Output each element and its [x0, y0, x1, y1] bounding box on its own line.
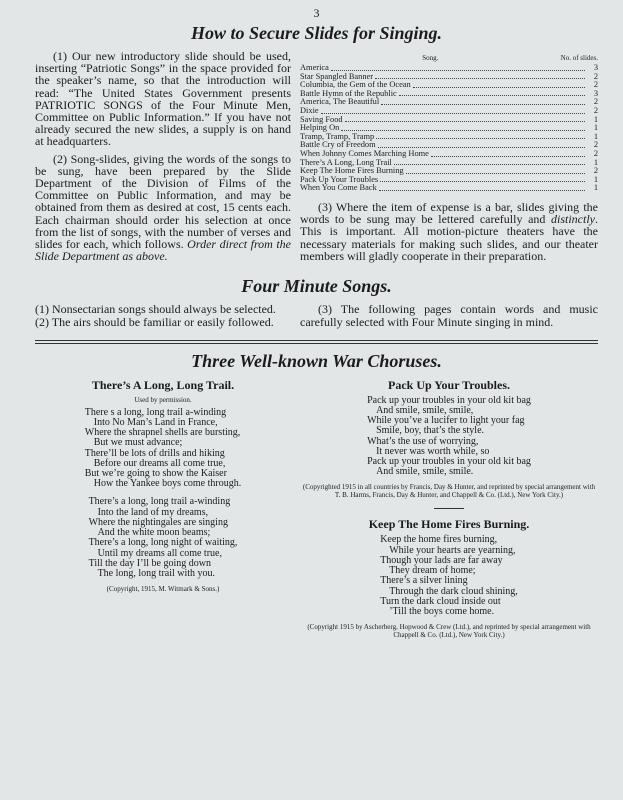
song-name: Saving Food: [300, 114, 343, 124]
song-copyright: (Copyright, 1915, M. Witmark & Sons.): [106, 585, 220, 594]
song-name: Battle Hymn of the Republic: [300, 88, 397, 98]
lyric-line: The long, long trail with you.: [97, 567, 216, 579]
dot-leader: [394, 164, 585, 165]
song-name: When You Come Back: [300, 183, 377, 193]
lyric-line: Though your lads are far away: [380, 554, 503, 566]
dot-leader: [376, 138, 585, 139]
slides-section: [35, 50, 598, 267]
lyric-line: Into No Man’s Land in France,: [93, 417, 218, 429]
lyric-line: Pack up your troubles in your old kit bag: [367, 456, 531, 468]
dot-leader: [345, 121, 585, 122]
song-name: There’s A Long, Long Trail: [300, 157, 392, 167]
rule-item-2: (2) The airs should be familiar or easily followed.: [35, 314, 274, 329]
col-header-song: Song.: [422, 54, 439, 62]
lyric-line: What’s the use of worrying,: [367, 435, 479, 447]
song-name: Battle Cry of Freedom: [300, 140, 376, 150]
lyric-line: Where the shrapnel shells are bursting,: [84, 427, 241, 439]
lyric-line: Where the nightingales are singing: [88, 516, 228, 528]
lyric-line: But we must advance;: [93, 437, 183, 449]
table-header: [300, 54, 598, 63]
lyric-line: Smile, boy, that’s the style.: [376, 425, 485, 437]
table-row: [300, 116, 598, 125]
paragraph-3: [300, 201, 598, 262]
lyric-line: Pack up your troubles in your old kit bag: [367, 394, 531, 406]
lyric-line: There s a long, long trail a-winding: [84, 406, 227, 418]
table-row: [300, 107, 598, 116]
song-title: There’s A Long, Long Trail.: [91, 377, 235, 392]
slide-count: 3: [593, 63, 598, 72]
lyric-line: Before our dreams all come true,: [93, 457, 226, 469]
slide-count: 1: [593, 174, 598, 184]
slides-table: [300, 54, 598, 193]
slide-count: 2: [593, 71, 598, 81]
paragraph-3-text-a: (3) Where the item of expense is a bar, slides giving the words to be sung may be lettered carefully and: [300, 199, 598, 227]
slide-count: 1: [593, 123, 598, 133]
dot-leader: [381, 104, 585, 105]
song-name: America, The Beautiful: [300, 97, 380, 107]
paragraph-2-italic: Order direct from the Slide Department as above.: [35, 237, 291, 264]
dot-leader: [380, 181, 585, 182]
choruses-section: [35, 378, 598, 639]
lyric-line: There’s a long, long trail a-winding: [88, 496, 231, 508]
slide-count: 1: [593, 131, 598, 141]
four-minute-section: [35, 303, 598, 327]
section-title-four-minute: Four Minute Songs.: [241, 276, 392, 297]
slide-count: 2: [593, 80, 598, 90]
song-name: Star Spangled Banner: [300, 71, 374, 81]
dot-leader: [399, 95, 585, 96]
lyric-line: Until my dreams all come true,: [97, 547, 222, 559]
divider: [35, 340, 598, 341]
slide-count: 1: [593, 114, 598, 124]
dot-leader: [406, 173, 585, 174]
slide-count: 2: [593, 97, 598, 107]
song-name: Tramp, Tramp, Tramp: [300, 131, 375, 141]
lyric-line: It never was worth while, so: [376, 445, 490, 457]
dot-leader: [413, 87, 585, 88]
lyric-line: And the white moon beams;: [97, 527, 211, 539]
song-pack-up-and-home-fires: [300, 378, 598, 639]
lyric-line: And smile, smile, smile,: [376, 405, 474, 417]
dot-leader: [378, 147, 585, 148]
left-column: [35, 50, 291, 267]
lyric-line: How the Yankee boys come through.: [93, 478, 242, 490]
slide-count: 1: [593, 157, 598, 167]
lyric-line: ’Till the boys come home.: [389, 605, 495, 617]
song-note: Used by permission.: [134, 395, 192, 404]
song-name: Helping On: [300, 123, 340, 133]
lyrics: [380, 535, 518, 617]
lyric-line: There’s a silver lining: [380, 575, 468, 587]
page-number: 3: [313, 6, 320, 20]
lyric-line: While you’ve a lucifer to light your fag: [367, 415, 525, 427]
lyric-line: Turn the dark cloud inside out: [380, 595, 501, 607]
lyric-line: There’s a long, long night of waiting,: [88, 537, 238, 549]
col-header-slides: No. of slides.: [560, 54, 598, 62]
dot-leader: [341, 130, 585, 131]
rule-item-3: (3) The following pages contain words and music carefully selected with Four Minute singing in mind.: [300, 302, 598, 329]
dot-leader: [331, 70, 585, 71]
slide-count: 3: [593, 88, 598, 98]
lyric-line: There’ll be lots of drills and hiking: [84, 447, 225, 459]
slide-count: 2: [593, 140, 598, 150]
slide-count: 2: [593, 166, 598, 176]
paragraph-2: [35, 153, 291, 263]
song-long-long-trail: [35, 378, 291, 593]
song-copyright: (Copyrighted 1915 in all countries by Francis, Day & Hunter, and reprinted by special arrangement with T. B. Harms, Francis, Day & Hunter, and Chappell & Co. (Ltd.), New York City.): [302, 483, 596, 500]
song-title: Keep The Home Fires Burning.: [368, 517, 530, 532]
right-column: [300, 50, 598, 267]
section-title-choruses: Three Well-known War Choruses.: [191, 350, 442, 371]
divider: [35, 343, 598, 344]
song-name: When Johnny Comes Marching Home: [300, 148, 429, 158]
song-name: Columbia, the Gem of the Ocean: [300, 80, 411, 90]
song-divider: [434, 508, 464, 509]
slide-count: 2: [593, 105, 598, 115]
lyric-line: Keep the home fires burning,: [380, 534, 498, 546]
dot-leader: [379, 190, 585, 191]
table-row: [300, 98, 598, 107]
song-name: Keep The Home Fires Burning: [300, 166, 404, 176]
paragraph-2-text: (2) Song-slides, giving the words of the songs to be sung, have been prepared by the Slide Department of the Division of Films of the Committee on Public Information, and may be obtained from them as desired at cost, 15 cents each. Each chairman should order his selection at once from the list of songs, with the number of verses and slides for each, which follows.: [35, 151, 291, 252]
four-minute-left: [35, 303, 291, 327]
lyrics: [367, 396, 531, 478]
lyric-line: While your hearts are yearning,: [389, 544, 516, 556]
slide-count: 1: [593, 183, 598, 193]
song-title: Pack Up Your Troubles.: [387, 377, 511, 392]
song-name: Dixie: [300, 105, 319, 115]
song-name: America: [300, 63, 329, 72]
dot-leader: [431, 156, 585, 157]
song-name: Pack Up Your Troubles: [300, 174, 379, 184]
dot-leader: [321, 113, 585, 114]
table-row: [300, 184, 598, 193]
verse: [85, 408, 241, 490]
section-title-slides: How to Secure Slides for Singing.: [190, 23, 443, 43]
dot-leader: [375, 78, 585, 79]
lyric-line: Into the land of my dreams,: [97, 506, 209, 518]
verse: [89, 497, 238, 579]
paragraph-3-italic: distinctly: [551, 212, 595, 227]
paragraph-1: (1) Our new introductory slide should be used, inserting “Patriotic Songs” in the space provided for the speaker’s name, so that the introduction will read: “The United States Government presents PATRIOTIC SONGS of the Four Minute Men, Committee on Public Information.” If you have not already secured the new slides, a supply is on hand at headquarters.: [35, 49, 291, 149]
lyric-line: They dream of home;: [389, 565, 476, 577]
lyric-line: And smile, smile, smile.: [376, 466, 474, 478]
lyric-line: But we’re going to show the Kaiser: [84, 468, 227, 480]
song-copyright: (Copyright 1915 by Ascherberg, Hopwood & Crew (Ltd.), and reprinted by special arrangement with Chappell & Co. (Ltd.), New York City.): [307, 623, 591, 640]
slide-count: 2: [593, 148, 598, 158]
paragraph-3-text-b: . This is important. All motion-picture theaters have the necessary materials for making such slides, and our theater members will gladly cooperate in their preparation.: [300, 212, 598, 263]
rule-item-1: (1) Nonsectarian songs should always be selected.: [35, 302, 276, 317]
lyric-line: Till the day I’ll be going down: [88, 557, 211, 569]
lyric-line: Through the dark cloud shining,: [389, 585, 518, 597]
